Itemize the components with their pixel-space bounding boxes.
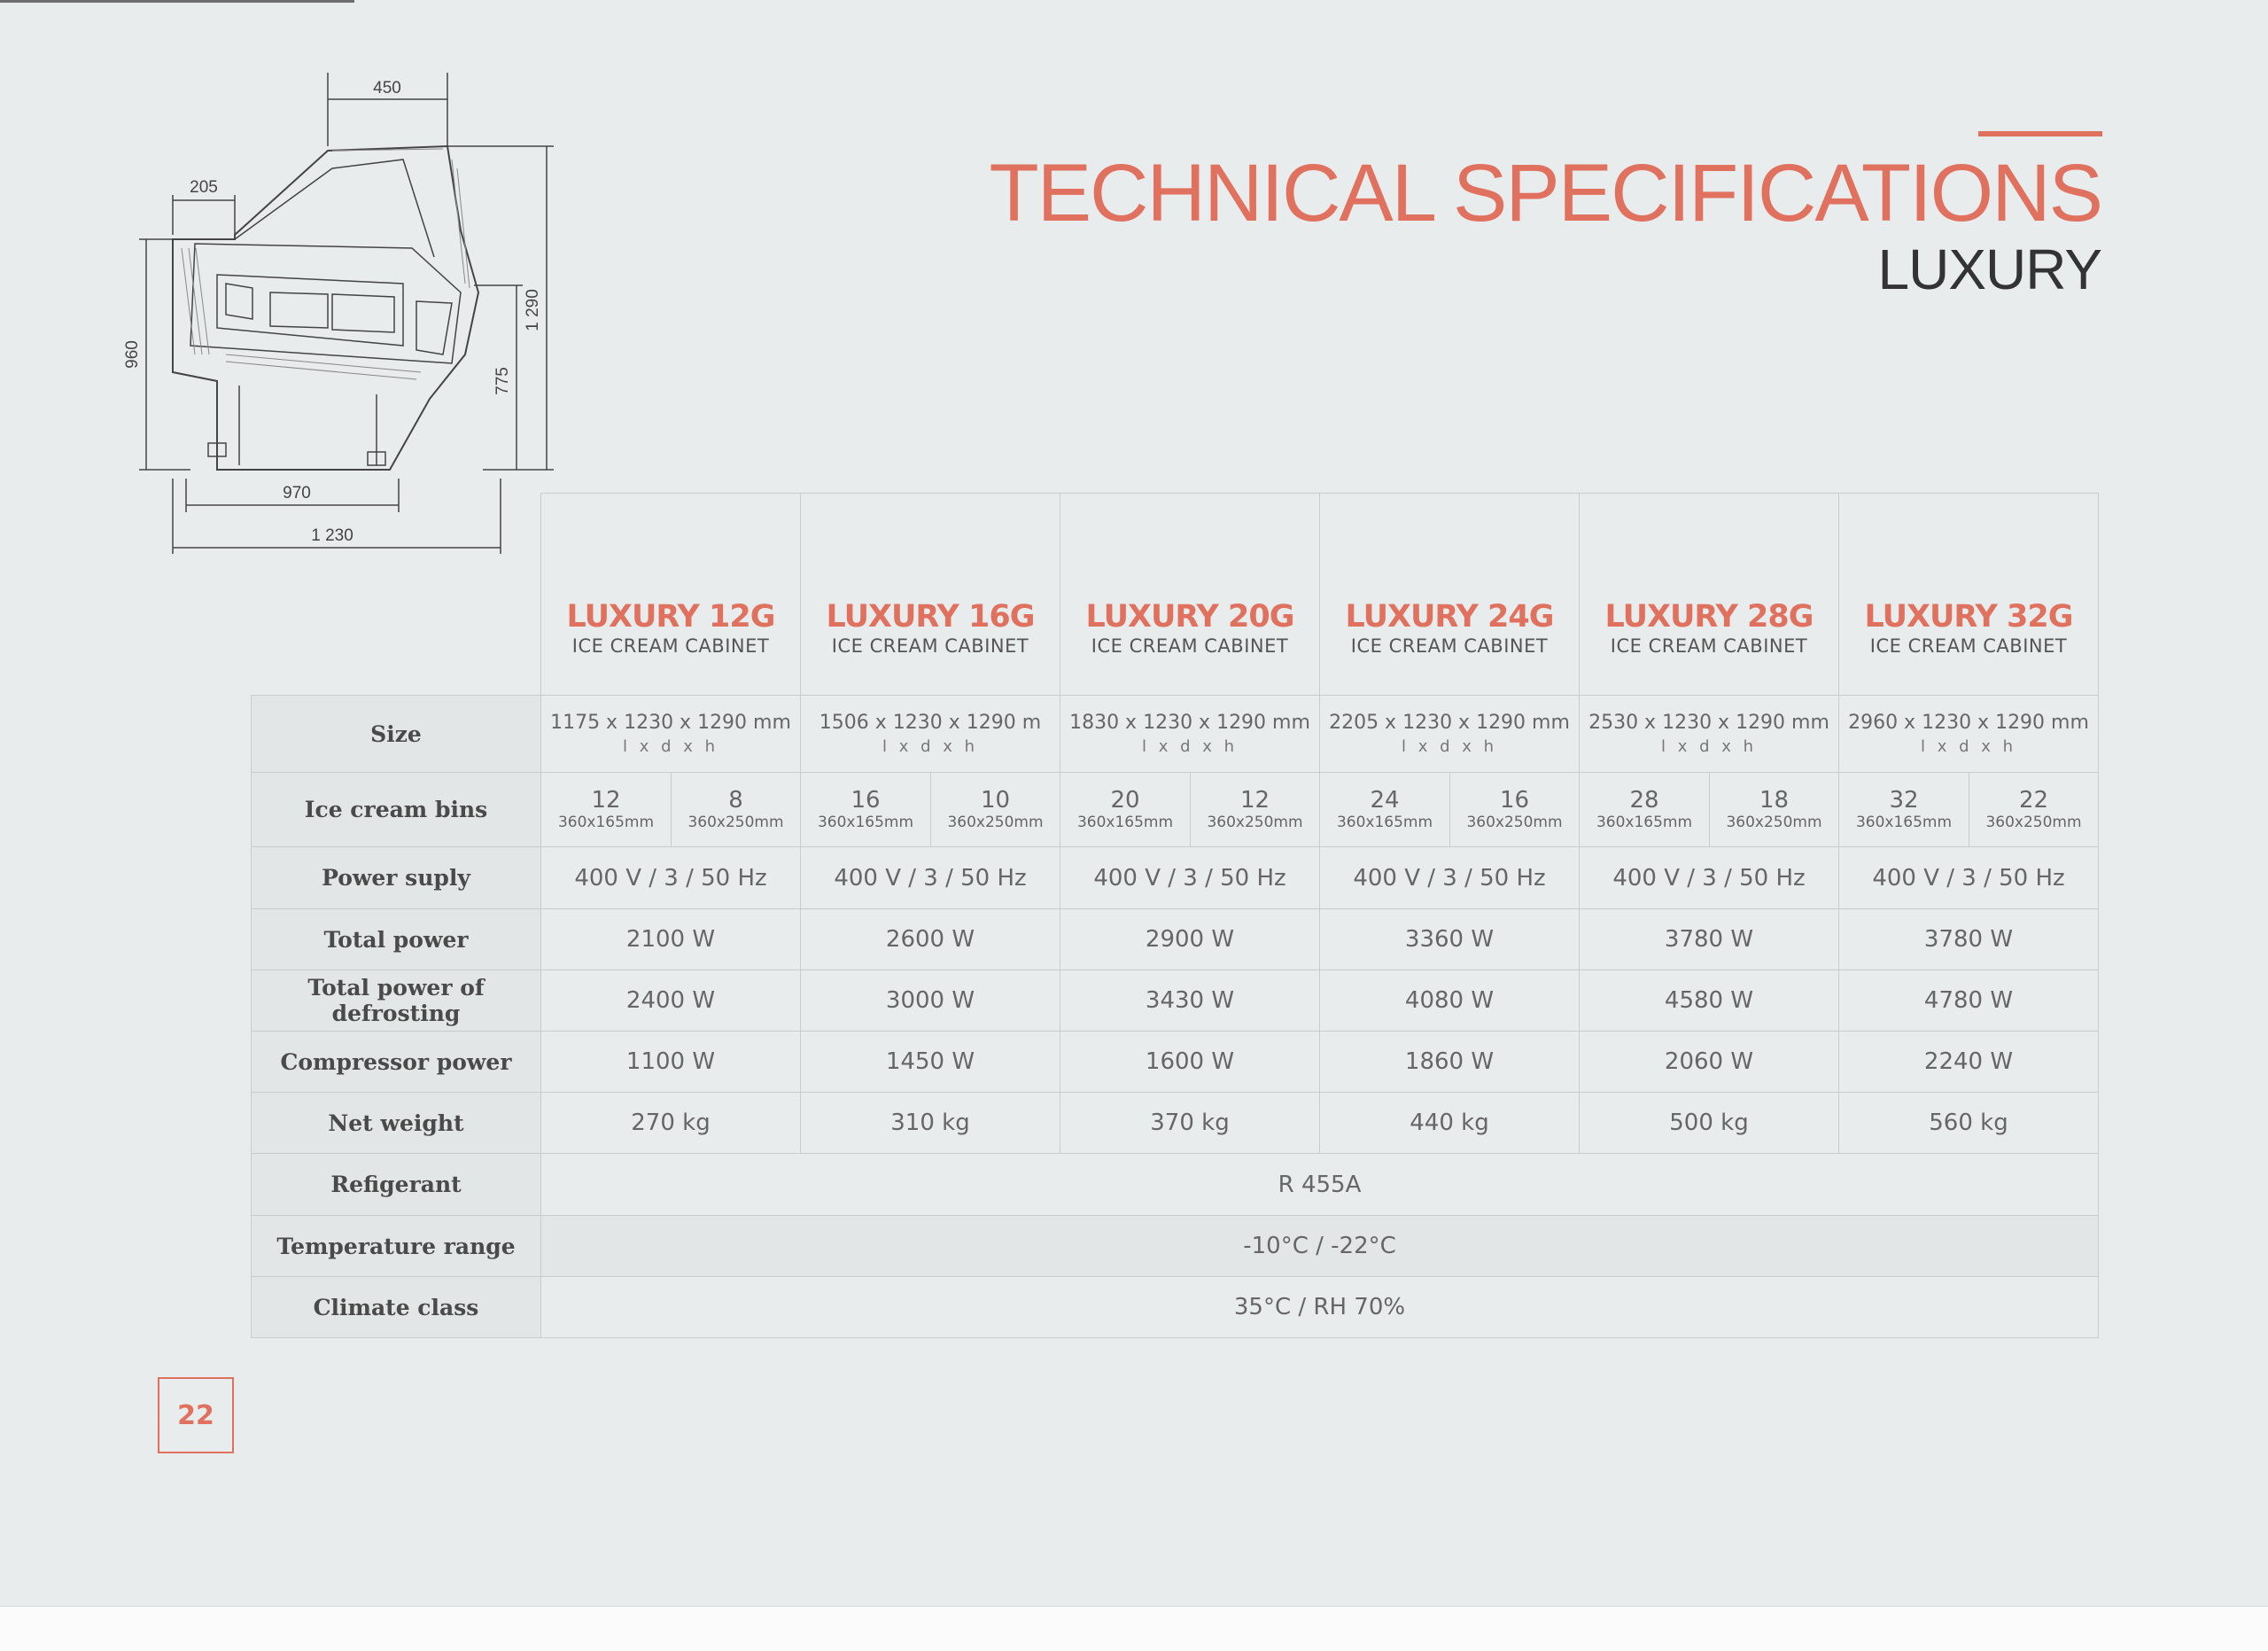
row-label-compressor-power: Compressor power: [252, 1032, 541, 1093]
bins-size: 360x165mm: [1596, 813, 1693, 831]
power-supply-cell: 400 V / 3 / 50 Hz: [1580, 847, 1839, 909]
size-cell: [1060, 696, 1320, 773]
bins-size: 360x250mm: [687, 813, 784, 831]
defrost-power-cell: 3430 W: [1060, 970, 1320, 1032]
row-label-size: Size: [252, 696, 541, 773]
bins-count: 12: [591, 787, 621, 814]
defrost-power-cell: 4580 W: [1580, 970, 1839, 1032]
temperature-row: [252, 1216, 2099, 1277]
net-weight-cell: 270 kg: [541, 1093, 801, 1154]
bins-size: 360x250mm: [947, 813, 1044, 831]
bins-size: 360x165mm: [557, 813, 655, 831]
row-label-power-supply: Power suply: [252, 847, 541, 909]
page-title: TECHNICAL SPECIFICATIONS: [989, 148, 2101, 238]
bins-count: 24: [1370, 787, 1400, 814]
total-power-cell: 2600 W: [801, 909, 1060, 970]
row-label-bins: Ice cream bins: [252, 773, 541, 847]
climate-cell: 35°C / RH 70%: [541, 1277, 2099, 1338]
total-power-cell: 3780 W: [1580, 909, 1839, 970]
bins-count: 20: [1110, 787, 1140, 814]
dim-450-label: 450: [373, 79, 401, 97]
power-supply-cell: 400 V / 3 / 50 Hz: [1320, 847, 1580, 909]
model-header-12g: [541, 494, 801, 696]
net-weight-cell: 440 kg: [1320, 1093, 1580, 1154]
bins-b-cell: [1710, 773, 1839, 847]
bins-count: 32: [1889, 787, 1919, 814]
bins-size: 360x165mm: [1855, 813, 1953, 831]
compressor-power-cell: 1600 W: [1060, 1032, 1320, 1093]
refrigerant-row: [252, 1154, 2099, 1216]
dim-205-label: 205: [190, 178, 218, 197]
bins-count: 16: [850, 787, 881, 814]
dim-970-label: 970: [283, 484, 311, 502]
size-cell: [1580, 696, 1839, 773]
bins-count: 28: [1629, 787, 1659, 814]
size-axes: l x d x h: [1920, 737, 2017, 756]
bins-size: 360x165mm: [1076, 813, 1174, 831]
bins-size: 360x165mm: [1336, 813, 1433, 831]
size-cell: [1839, 696, 2099, 773]
scan-bottom-strip: [0, 1606, 2268, 1651]
size-row: [252, 696, 2099, 773]
bins-count: 10: [980, 787, 1011, 814]
net-weight-cell: 560 kg: [1839, 1093, 2099, 1154]
power-supply-cell: 400 V / 3 / 50 Hz: [801, 847, 1060, 909]
model-type: ICE CREAM CABINET: [1350, 635, 1549, 657]
model-header-20g: [1060, 494, 1320, 696]
model-name: LUXURY 20G: [1085, 599, 1294, 635]
size-value: 1830 x 1230 x 1290 mm: [1069, 712, 1310, 734]
model-name: LUXURY 12G: [566, 599, 775, 635]
defrost-power-row: [252, 970, 2099, 1032]
bins-a-cell: [801, 773, 931, 847]
compressor-power-row: [252, 1032, 2099, 1093]
total-power-cell: 3360 W: [1320, 909, 1580, 970]
power-supply-row: [252, 847, 2099, 909]
defrost-power-cell: 4080 W: [1320, 970, 1580, 1032]
bins-a-cell: [541, 773, 672, 847]
size-cell: [801, 696, 1060, 773]
bins-a-cell: [1320, 773, 1450, 847]
page-number: 22: [158, 1377, 234, 1453]
bins-b-cell: [1969, 773, 2099, 847]
row-label-net-weight: Net weight: [252, 1093, 541, 1154]
cabinet-section-svg: [111, 62, 571, 558]
dim-1290-label: 1 290: [524, 289, 542, 331]
bins-size: 360x165mm: [817, 813, 914, 831]
cabinet-section-drawing: [111, 62, 571, 558]
scan-top-edge: [0, 0, 354, 3]
refrigerant-cell: R 455A: [541, 1154, 2099, 1216]
model-header-24g: [1320, 494, 1580, 696]
model-name: LUXURY 16G: [826, 599, 1035, 635]
climate-row: [252, 1277, 2099, 1338]
size-value: 1506 x 1230 x 1290 m: [819, 712, 1042, 734]
bins-row: [252, 773, 2099, 847]
total-power-cell: 2900 W: [1060, 909, 1320, 970]
size-axes: l x d x h: [882, 737, 979, 756]
dim-960-label: 960: [123, 340, 142, 369]
bins-count: 22: [2018, 787, 2049, 814]
bins-a-cell: [1580, 773, 1710, 847]
size-cell: [1320, 696, 1580, 773]
model-header-28g: [1580, 494, 1839, 696]
row-label-defrost-power: Total power of defrosting: [252, 970, 541, 1032]
model-type: ICE CREAM CABINET: [831, 635, 1029, 657]
net-weight-cell: 500 kg: [1580, 1093, 1839, 1154]
defrost-power-cell: 2400 W: [541, 970, 801, 1032]
header-corner: [252, 494, 541, 696]
dim-1230-label: 1 230: [311, 526, 353, 545]
bins-count: 18: [1759, 787, 1790, 814]
bins-size: 360x250mm: [1726, 813, 1822, 831]
bins-b-cell: [1450, 773, 1580, 847]
model-name: LUXURY 32G: [1864, 599, 2073, 635]
model-header-32g: [1839, 494, 2099, 696]
page-subtitle: LUXURY: [1877, 238, 2101, 301]
compressor-power-cell: 2060 W: [1580, 1032, 1839, 1093]
compressor-power-cell: 1860 W: [1320, 1032, 1580, 1093]
row-label-refrigerant: Refigerant: [252, 1154, 541, 1216]
net-weight-cell: 310 kg: [801, 1093, 1060, 1154]
bins-size: 360x250mm: [1207, 813, 1303, 831]
bins-count: 12: [1239, 787, 1270, 814]
compressor-power-cell: 1100 W: [541, 1032, 801, 1093]
power-supply-cell: 400 V / 3 / 50 Hz: [1839, 847, 2099, 909]
model-header-16g: [801, 494, 1060, 696]
row-label-temperature: Temperature range: [252, 1216, 541, 1277]
compressor-power-cell: 2240 W: [1839, 1032, 2099, 1093]
net-weight-row: [252, 1093, 2099, 1154]
model-name: LUXURY 28G: [1604, 599, 1814, 635]
bins-size: 360x250mm: [1466, 813, 1563, 831]
model-name: LUXURY 24G: [1345, 599, 1554, 635]
model-type: ICE CREAM CABINET: [1869, 635, 2068, 657]
size-cell: [541, 696, 801, 773]
size-axes: l x d x h: [1141, 737, 1239, 756]
spec-table: [251, 493, 2099, 1338]
size-value: 2530 x 1230 x 1290 mm: [1588, 712, 1829, 734]
row-label-total-power: Total power: [252, 909, 541, 970]
total-power-cell: 2100 W: [541, 909, 801, 970]
dim-775-label: 775: [493, 367, 512, 395]
size-value: 2960 x 1230 x 1290 mm: [1848, 712, 2089, 734]
model-type: ICE CREAM CABINET: [1091, 635, 1289, 657]
net-weight-cell: 370 kg: [1060, 1093, 1320, 1154]
bins-size: 360x250mm: [1985, 813, 2082, 831]
bins-b-cell: [931, 773, 1060, 847]
row-label-climate: Climate class: [252, 1277, 541, 1338]
size-value: 1175 x 1230 x 1290 mm: [550, 712, 791, 734]
model-type: ICE CREAM CABINET: [571, 635, 770, 657]
defrost-power-cell: 3000 W: [801, 970, 1060, 1032]
temperature-cell: -10°C / -22°C: [541, 1216, 2099, 1277]
bins-b-cell: [1191, 773, 1320, 847]
size-axes: l x d x h: [1401, 737, 1498, 756]
power-supply-cell: 400 V / 3 / 50 Hz: [541, 847, 801, 909]
bins-b-cell: [672, 773, 801, 847]
bins-a-cell: [1060, 773, 1191, 847]
size-value: 2205 x 1230 x 1290 mm: [1329, 712, 1570, 734]
defrost-power-cell: 4780 W: [1839, 970, 2099, 1032]
total-power-row: [252, 909, 2099, 970]
size-axes: l x d x h: [622, 737, 719, 756]
bins-count: 8: [728, 787, 743, 814]
model-header-row: [252, 494, 2099, 696]
model-type: ICE CREAM CABINET: [1610, 635, 1808, 657]
size-axes: l x d x h: [1660, 737, 1758, 756]
power-supply-cell: 400 V / 3 / 50 Hz: [1060, 847, 1320, 909]
bins-count: 16: [1499, 787, 1530, 814]
compressor-power-cell: 1450 W: [801, 1032, 1060, 1093]
title-accent-bar: [1978, 131, 2102, 136]
total-power-cell: 3780 W: [1839, 909, 2099, 970]
bins-a-cell: [1839, 773, 1969, 847]
